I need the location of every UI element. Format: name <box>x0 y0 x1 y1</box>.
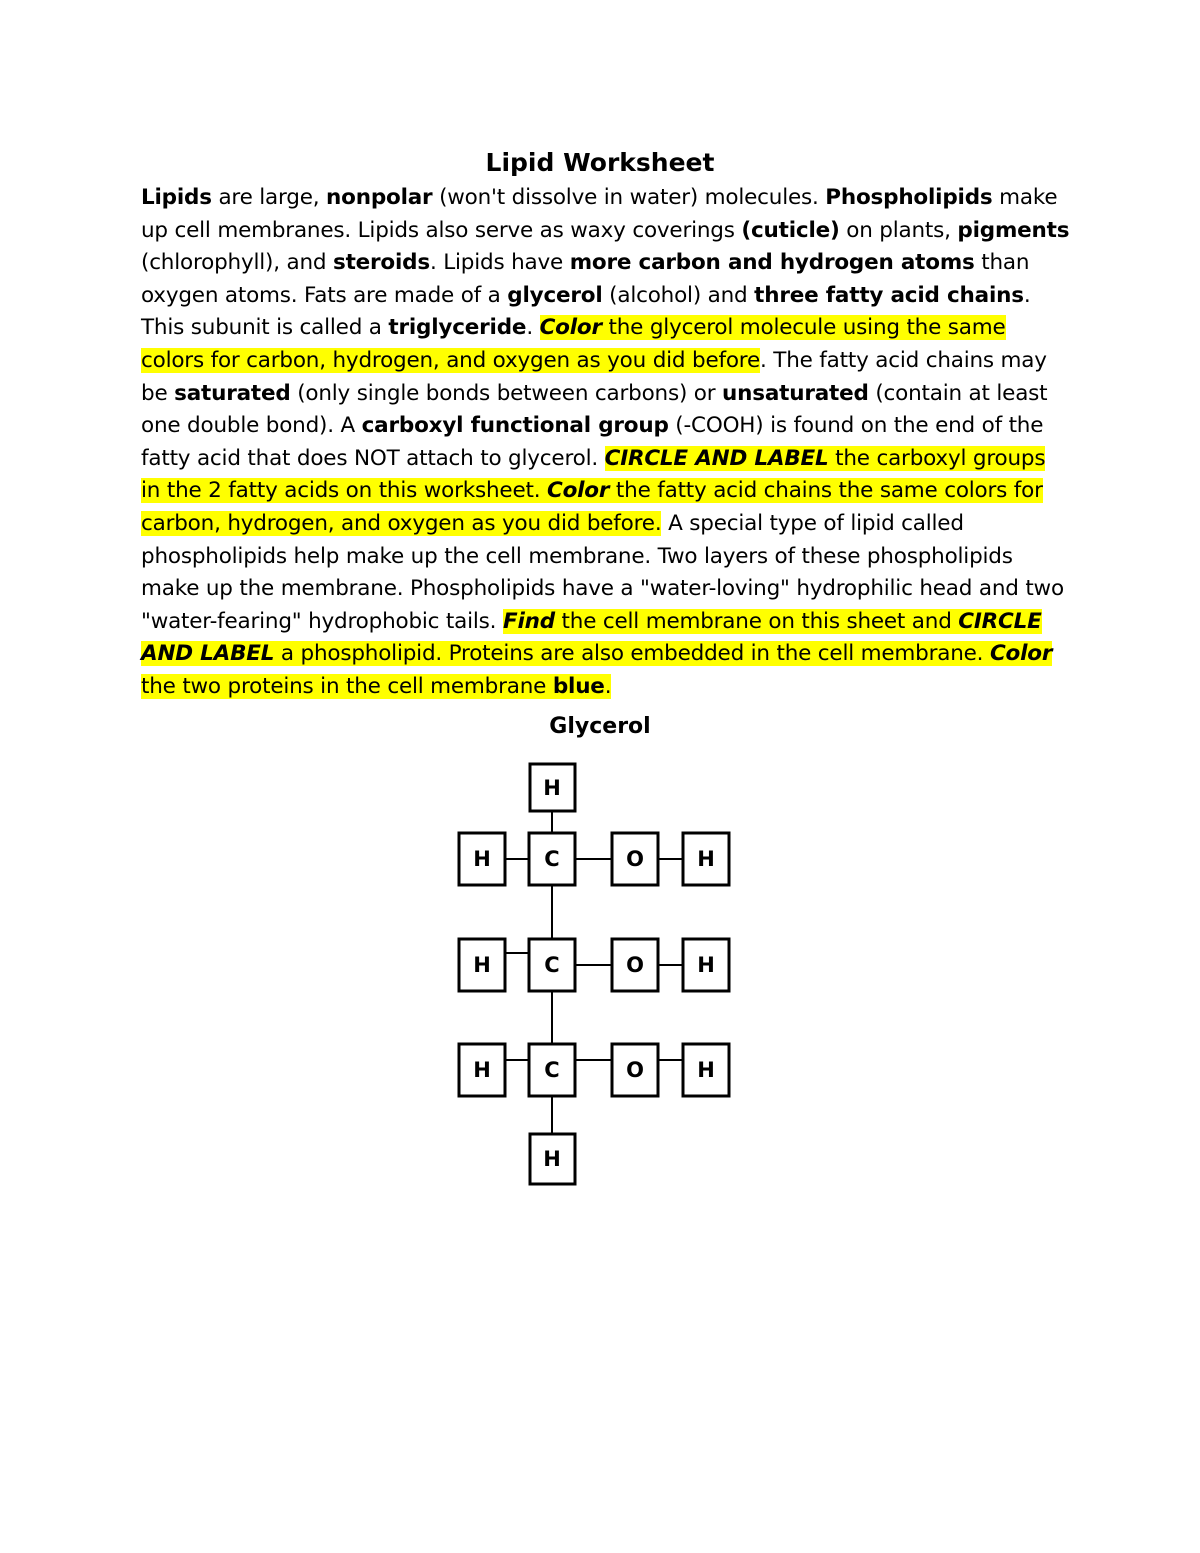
text-span: . <box>526 315 540 341</box>
atom-label: O <box>626 1058 644 1082</box>
text-span: A special type of lipid called phospholipids help make up the cell membrane. Two layers of these phospholipids make up the membrane. Phospholipids have a "water-loving" hydrophilic head and two "water-fearing" hydrophobic tails. <box>141 510 1064 634</box>
atom-label: C <box>544 847 560 871</box>
text-span: . <box>604 673 612 699</box>
text-span: . Lipids have <box>429 250 570 276</box>
term-three-chains: three fatty acid chains <box>754 282 1024 308</box>
term-saturated: saturated <box>174 380 291 406</box>
atom-label: H <box>697 1058 715 1082</box>
term-phospholipids: Phospholipids <box>825 185 993 210</box>
instruction-circle-label: CIRCLE AND LABEL <box>604 445 829 471</box>
atom-label: H <box>473 953 491 977</box>
text-span: the carboxyl groups in the 2 fatty acids on this worksheet. <box>141 445 1046 504</box>
atom-label: H <box>543 776 561 800</box>
glycerol-title: Glycerol <box>549 714 651 739</box>
term-lipids: Lipids <box>141 185 212 210</box>
text-span: make up cell membranes. Lipids also serve as waxy coverings <box>141 185 1058 243</box>
text-span: (won't dissolve in water) molecules. <box>432 185 826 210</box>
atom-label: H <box>543 1147 561 1171</box>
text-span: on plants, <box>839 217 958 243</box>
term-unsaturated: unsaturated <box>722 380 869 406</box>
term-pigments: pigments <box>957 217 1070 243</box>
text-span: the cell membrane on this sheet and <box>554 608 959 634</box>
text-span: (-COOH) is found on the end of the fatty acid that does NOT attach to glycerol. <box>141 413 1044 471</box>
text-span: the two proteins in the cell membrane <box>141 673 553 699</box>
atom-label: H <box>473 1058 491 1082</box>
term-nonpolar: nonpolar <box>326 185 433 210</box>
instruction-circle-label: CIRCLE AND LABEL <box>141 608 1042 667</box>
text-span: (alcohol) and <box>602 282 755 308</box>
term-blue: blue <box>552 673 605 699</box>
text-span: . The fatty acid chains may be <box>141 347 1047 406</box>
atom-label: H <box>697 847 715 871</box>
instruction-find: Find <box>502 608 555 634</box>
instruction-color: Color <box>546 478 610 504</box>
term-cuticle: (cuticle) <box>741 217 840 243</box>
page-title: Lipid Worksheet <box>485 148 715 177</box>
atom-label: O <box>626 847 644 871</box>
atom-label: C <box>544 953 560 977</box>
text-span: the fatty acid chains the same colors for carbon, hydrogen, and oxygen as you did before. <box>141 478 1043 536</box>
text-span: (only single bonds between carbons) or <box>290 380 723 406</box>
text-span: (contain at least one double bond). A <box>141 380 1048 439</box>
atom-label: C <box>544 1058 560 1082</box>
atom-label: O <box>626 953 644 977</box>
term-steroids: steroids <box>332 250 430 276</box>
term-carboxyl: carboxyl functional group <box>361 413 669 439</box>
text-span: than oxygen atoms. Fats are made of a <box>141 250 1030 308</box>
term-triglyceride: triglyceride <box>388 315 527 341</box>
term-glycerol: glycerol <box>507 282 603 308</box>
text-span: (chlorophyll), and <box>141 250 333 276</box>
instruction-color: Color <box>989 641 1053 667</box>
text-span: the glycerol molecule using the same colors for carbon, hydrogen, and oxygen as you did before <box>141 315 1006 373</box>
atom-label: H <box>697 953 715 977</box>
text-span: . This subunit is called a <box>141 282 1031 341</box>
text-span: a phospholipid. Proteins are also embedded in the cell membrane. <box>274 641 990 667</box>
atom-label: H <box>473 847 491 871</box>
instruction-color: Color <box>539 315 602 341</box>
term-more-atoms: more carbon and hydrogen atoms <box>569 250 975 276</box>
text-span: are large, <box>211 185 327 210</box>
